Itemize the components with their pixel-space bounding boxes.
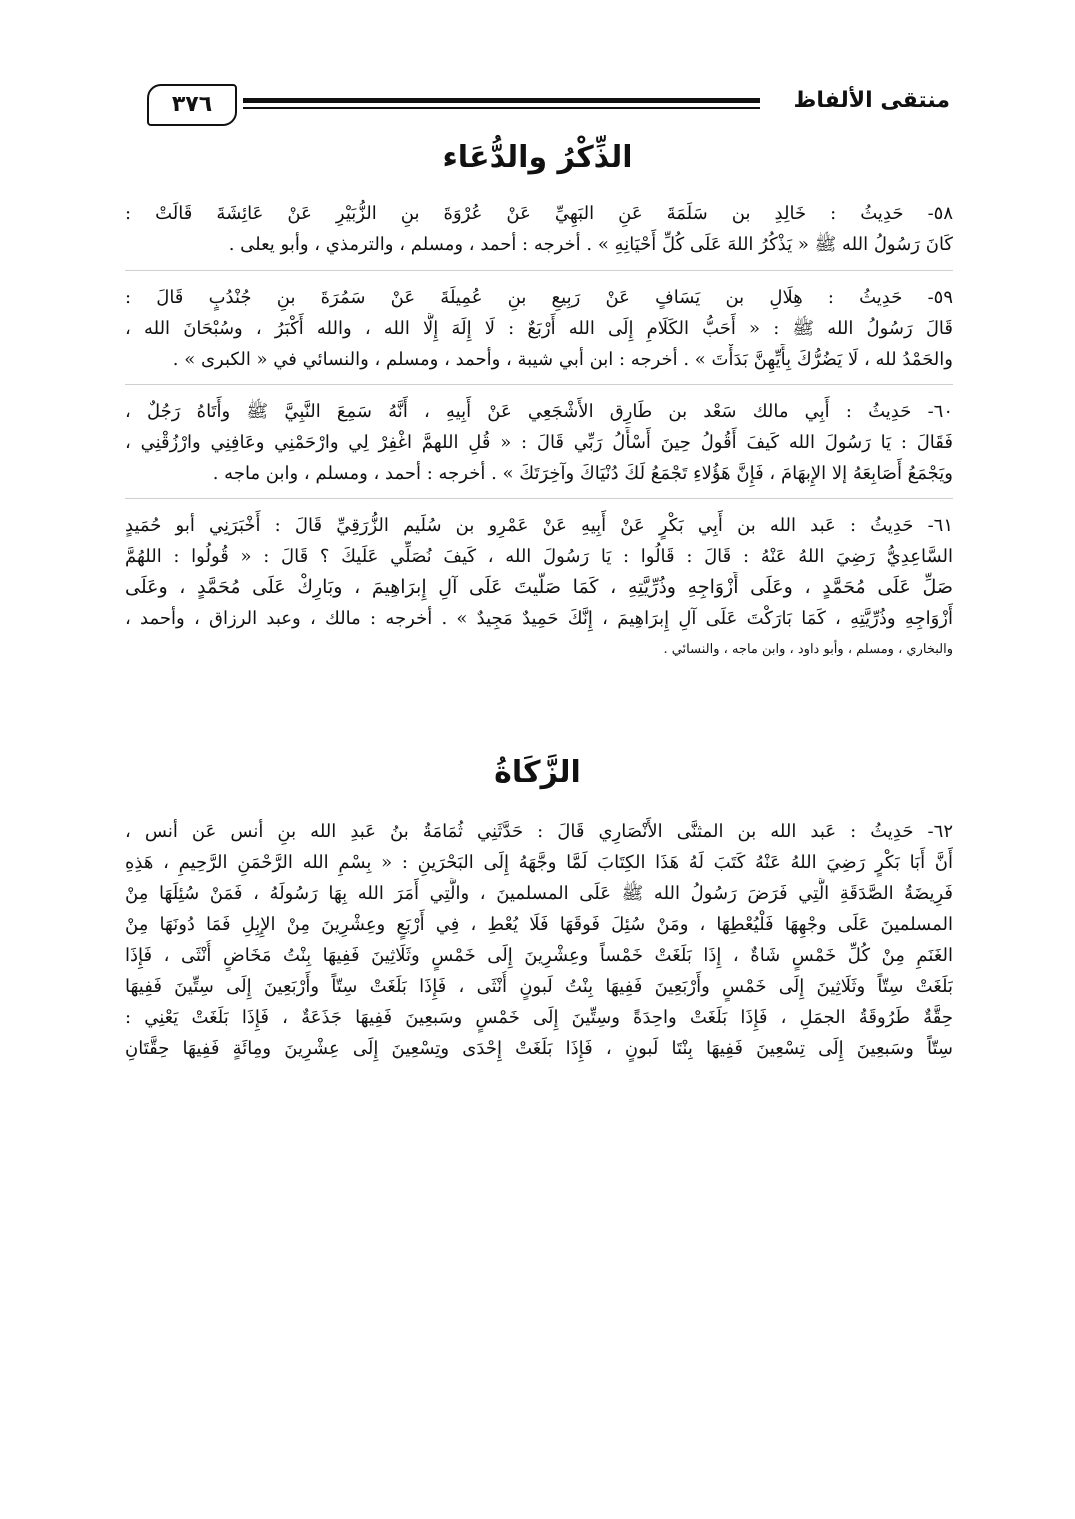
hadith-line: ٦٠- حَدِيثُ : أَبِي مالك سَعْد بن طَارِق الأَشْجَعِي عَنْ أَبِيهِ ، أَنَّهُ سَمِعَ النَّبِيَّ ﷺ وأَتَاهُ رَجُلٌ ،: [125, 401, 953, 422]
running-title: منتقى الألفاظ: [793, 88, 950, 113]
header-rule-thick: [243, 98, 760, 103]
hadith-61: [125, 510, 953, 665]
hadith-line: الغَنَمِ مِنْ كُلِّ خَمْسٍ شَاةٌ ، إِذَا بَلَغَتْ خَمْساً وعِشْرِينَ إِلَى خَمْسٍ وثَلَاثِينَ فَفِيهَا بِنْتُ مَخَاضٍ أُنْثَى ، فَإِذَا: [125, 945, 953, 966]
header-rule-thin: [243, 107, 760, 109]
hadith-line: بَلَغَتْ سِتّاً وثَلَاثِينَ إِلَى خَمْسٍ وأَرْبَعِينَ فَفِيهَا بِنْتُ لَبونٍ أُنْثَى ، فَإِذَا بَلَغَتْ سِتّاً وأَرْبَعِينَ إِلَى سِتِّينَ فَفِيهَا: [125, 976, 953, 997]
hadith-60: [125, 396, 953, 489]
hadith-line: سِتّاً وسَبعِينَ إِلَى تِسْعِينَ فَفِيهَا بِنْتَا لَبونٍ ، فَإِذَا بَلَغَتْ إِحْدَى وتِسْعِينَ إِلَى عِشْرِينَ ومِائَةٍ فَفِيهَا حِقَّتَانِ: [125, 1038, 953, 1059]
page-number: ٣٧٦: [147, 84, 237, 126]
hadith-line: والحَمْدُ لله ، لَا يَضُرُّكَ بِأَيِّهِنَّ بَدَأْتَ » . أخرجه : ابن أبي شيبة ، وأحمد ، ومسلم ، والنسائي في « الكبرى » .: [172, 349, 953, 370]
hadith-line: صَلِّ عَلَى مُحَمَّدٍ ، وعَلَى أَزْوَاجِهِ وذُرِّيَّتِهِ ، كَمَا صَلَّيتَ عَلَى آلِ إِبرَاهِيمَ ، وبَارِكْ عَلَى مُحَمَّدٍ ، وعَلَى: [125, 576, 953, 598]
hadith-line: ٦١- حَدِيثُ : عَبد الله بن أَبِي بَكْرٍ عَنْ أَبِيهِ عَنْ عَمْرِو بن سُلَيم الزُّرَقِيِّ قَالَ : أَخْبَرَنِي أبو حُمَيدٍ: [125, 515, 953, 536]
hadith-line: السَّاعِدِيُّ رَضِيَ اللهُ عَنْهُ : قَالَ : قَالُوا : يَا رَسُولَ الله ، كَيفَ نُصَلِّي عَلَيكَ ؟ قَالَ : « قُولُوا : اللهُمَّ: [125, 546, 953, 567]
hadith-line: قَالَ رَسُولُ الله ﷺ : « أَحَبُّ الكَلَامِ إِلَى الله أَرْبَعٌ : لَا إِلَهَ إِلَّا الله ، والله أَكْبَرُ ، وسُبْحَانَ الله ،: [125, 318, 953, 339]
paragraph-separator: [125, 498, 953, 499]
hadith-line: أَنَّ أَبَا بَكْرٍ رَضِيَ اللهُ عَنْهُ كَتَبَ لَهُ هَذَا الكِتَابَ لَمَّا وجَّهَهُ إِلَى البَحْرَينِ : « بِسْمِ الله الرَّحْمَنِ الرَّحِيمِ ، هَذِهِ: [125, 852, 953, 873]
hadith-line: والبخاري ، ومسلم ، وأبو داود ، وابن ماجه ، والنسائي .: [663, 642, 953, 657]
hadith-line: أَزْوَاجِهِ وذُرِّيَّتِهِ ، كَمَا بَارَكْتَ عَلَى آلِ إِبرَاهِيمَ ، إِنَّكَ حَمِيدٌ مَجِيدٌ » . أخرجه : مالك ، وعبد الرزاق ، وأحمد ،: [125, 608, 953, 629]
header-rule: [243, 98, 760, 114]
paragraph-separator: [125, 384, 953, 385]
hadith-line: فَقَالَ : يَا رَسُولَ الله كَيفَ أَقُولُ حِينَ أَسْأَلُ رَبِّي قَالَ : « قُلِ اللهمَّ اغْفِرْ لِي وارْحَمْنِي وعَافِنِي وارْزُقْنِي ،: [125, 432, 953, 453]
hadith-line: كَانَ رَسُولُ الله ﷺ « يَذْكُرُ اللهَ عَلَى كُلِّ أَحْيَانِهِ » . أخرجه : أحمد ، ومسلم ، والترمذي ، وأبو يعلى .: [228, 234, 953, 255]
paragraph-separator: [125, 270, 953, 271]
hadith-line: فَرِيضَةُ الصَّدَقَةِ الَّتِي فَرَضَ رَسُولُ الله ﷺ عَلَى المسلمينَ ، والَّتِي أَمَرَ الله بِهَا رَسُولَهُ ، فَمَنْ سُئِلَهَا مِنْ: [125, 883, 953, 904]
hadith-line: ٥٨- حَدِيثُ : خَالِدِ بن سَلَمَةَ عَنِ البَهِيِّ عَنْ عُرْوَةَ بنِ الزُّبَيْرِ عَنْ عَائِشَةَ قَالَتْ :: [125, 203, 953, 224]
hadith-line: ٥٩- حَدِيثُ : هِلَالِ بن يَسَافٍ عَنْ رَبِيعِ بنِ عُمِيلَةَ عَنْ سَمُرَةَ بنِ جُنْدُبٍ قَالَ :: [125, 287, 953, 308]
hadith-line: ويَجْمَعُ أَصَابِعَهُ إلا الإِبهَامَ ، فَإِنَّ هَؤُلاءِ تَجْمَعُ لَكَ دُنْيَاكَ وآخِرَتَكَ » . أخرجه : أحمد ، ومسلم ، وابن ماجه .: [212, 463, 953, 484]
page-header: [125, 84, 950, 126]
hadith-line: المسلمينَ عَلَى وجْهِهَا فَلْيُعْطِهَا ، ومَنْ سُئِلَ فَوقَهَا فَلَا يُعْطِ ، فِي أَرْبَعٍ وعِشْرِينَ مِنْ الإِبِلِ فَمَا دُونَهَا مِنْ: [125, 914, 953, 935]
hadith-59: [125, 282, 953, 375]
hadith-58: [125, 198, 953, 260]
hadith-line: ٦٢- حَدِيثُ : عَبد الله بن المثنَّى الأَنْصَارِي قَالَ : حَدَّثَنِي ثُمَامَةُ بنُ عَبدِ الله بنِ أنس عَن أنس ،: [125, 821, 953, 842]
section-title-dhikr: الذِّكْرُ والدُّعَاء: [442, 140, 633, 175]
hadith-line: حِقَّةٌ طَرُوقَةُ الجمَلِ ، فَإِذَا بَلَغَتْ واحِدَةً وسِتِّينَ إِلَى خَمْسٍ وسَبعِينَ فَفِيهَا جَذَعَةٌ ، فَإِذَا بَلَغَتْ يَعْنِي :: [125, 1007, 953, 1028]
hadith-62: [125, 816, 953, 1064]
section-title-zakat: الزَّكَاةُ: [494, 755, 581, 790]
